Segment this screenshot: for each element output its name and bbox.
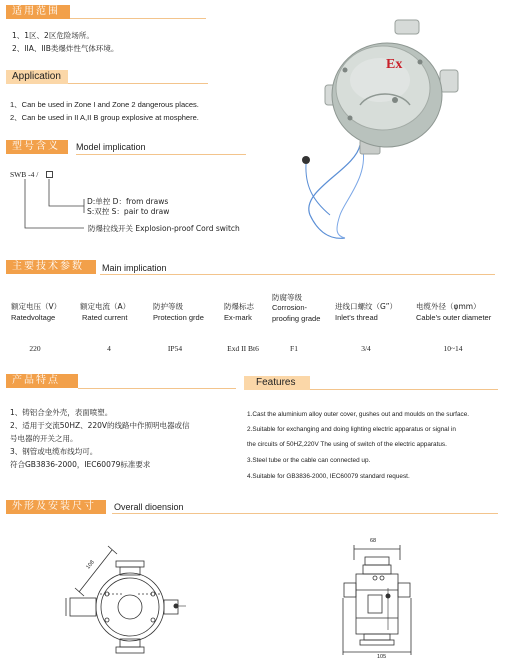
features-item-4: 3.Steel tube or the cable can connected up. <box>247 457 371 464</box>
tech-heading: 主要技术参数 <box>6 260 96 274</box>
tech-col-3-en: Protection grde <box>153 313 204 322</box>
characteristics-item-2: 2、适用于交流50HZ、220V的线路中作照明电器或信 <box>10 421 190 430</box>
application-item-2: 2、Can be used in II A,II B group explosive at mosphere. <box>10 113 199 122</box>
tech-col-6-cn: 进线口螺纹（G”） <box>335 302 398 311</box>
tech-col-7-cn: 电缆外径（φmm） <box>416 302 481 311</box>
tech-value-1: 220 <box>29 344 41 353</box>
tech-value-2: 4 <box>107 344 111 353</box>
tech-col-2-en: Rated current <box>82 313 128 322</box>
dim-label-108: 108 <box>85 559 96 571</box>
scope-item-2: 2、IIA、IIB类爆炸性气体环境。 <box>12 44 119 53</box>
tech-heading-en: Main implication <box>102 263 167 273</box>
features-item-2: 2.Suitable for exchanging and doing lighting electric apparatus or signal in <box>247 426 456 433</box>
scope-heading: 适用范围 <box>6 5 70 19</box>
tech-col-7-en: Cable's outer diameter <box>416 313 492 322</box>
tech-value-4: Exd II Bt6 <box>227 344 259 353</box>
ex-mark-label: Ex <box>386 57 403 72</box>
features-item-3: the circuits of 50HZ,220V The using of switch of the electric apparatus. <box>247 441 447 448</box>
features-item-5: 4.Suitable for GB3836-2000, IEC60079 standard request. <box>247 473 410 480</box>
tech-col-1-en: Ratedvoltage <box>11 313 56 322</box>
characteristics-heading: 产品特点 <box>6 374 78 388</box>
features-item-1: 1.Cast the aluminium alloy outer cover, gushes out and moulds on the surface. <box>247 411 470 418</box>
tech-col-4-cn: 防爆标志 <box>224 302 254 311</box>
model-heading: 型号含义 <box>6 140 68 154</box>
tech-col-5-cn: 防腐等级 <box>272 293 302 302</box>
characteristics-item-1: 1、铸铝合金外壳，表面喷塑。 <box>10 408 113 417</box>
scope-item-1: 1、1区、2区危险场所。 <box>12 31 94 40</box>
model-switch-desc: 防爆拉线开关 Explosion-proof Cord switch <box>88 224 240 233</box>
application-heading: Application <box>6 70 68 84</box>
tech-col-3-cn: 防护等级 <box>153 302 183 311</box>
characteristics-item-5: 符合GB3836-2000，IEC60079标准要求 <box>10 460 151 469</box>
tech-value-3: IP54 <box>167 344 183 353</box>
tech-col-5-en: Corrosion- <box>272 303 308 312</box>
model-option-2: S:双控 S：pair to draw <box>87 207 170 216</box>
tech-value-7: 10~14 <box>443 344 463 353</box>
features-heading: Features <box>244 376 310 390</box>
model-option-1: D:单控 D：from draws <box>87 197 169 206</box>
tech-col-1-cn: 额定电压（V） <box>11 302 62 311</box>
application-item-1: 1、Can be used in Zone I and Zone 2 dangerous places. <box>10 100 199 109</box>
dim-label-68: 68 <box>370 538 377 544</box>
tech-col-4-en: Ex-mark <box>224 313 252 322</box>
dim-label-105: 105 <box>377 654 387 660</box>
model-code: SWB -4 / <box>10 170 39 179</box>
tech-col-6-en: Inlet’s thread <box>335 313 378 322</box>
tech-value-5: F1 <box>290 344 298 353</box>
tech-value-6: 3/4 <box>361 344 371 353</box>
model-heading-en: Model implication <box>76 142 146 152</box>
characteristics-item-3: 号电器的开关之用。 <box>10 434 78 443</box>
characteristics-item-4: 3、钢管或电缆布线均可。 <box>10 447 98 456</box>
tech-col-5-en2: proofing grade <box>272 314 321 323</box>
dimensions-heading-en: Overall dioension <box>114 502 184 512</box>
dimensions-heading: 外形及安装尺寸 <box>6 500 106 514</box>
tech-col-2-cn: 额定电流（A） <box>80 302 131 311</box>
